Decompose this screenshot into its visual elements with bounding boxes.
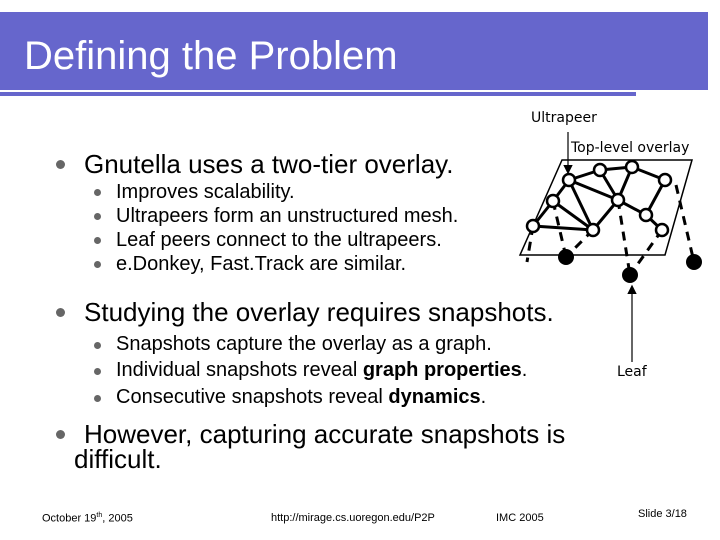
sub-bullet-dot (94, 237, 101, 244)
ultrapeer-node (640, 209, 652, 221)
bullet-dot (56, 160, 65, 169)
title-rule (0, 92, 636, 96)
label-ultrapeer: Ultrapeer (531, 110, 597, 126)
leaf-node (558, 249, 574, 265)
slide-title: Defining the Problem (24, 34, 398, 78)
sub-bullet-dot (94, 368, 101, 375)
sub-bullet-leaf-peers: Leaf peers connect to the ultrapeers. (116, 229, 442, 251)
sub-bullet-consecutive: Consecutive snapshots reveal dynamics. (116, 386, 487, 408)
sub-bullet-dot (94, 189, 101, 196)
leaf-node (622, 267, 638, 283)
bullet-however-line2: difficult. (74, 444, 162, 474)
sub-bullet-dot (94, 395, 101, 402)
bullet-snapshots: Studying the overlay requires snapshots. (84, 297, 554, 327)
ultrapeer-node (612, 194, 624, 206)
sub-bullet-edonkey: e.Donkey, Fast.Track are similar. (116, 253, 407, 275)
footer-url: http://mirage.cs.uoregon.edu/P2P (271, 512, 435, 524)
sub-bullet-graph: Snapshots capture the overlay as a graph. (116, 333, 492, 355)
sub-bullet-dot (94, 342, 101, 349)
label-leaf: Leaf (617, 364, 647, 380)
bullet-however-line1: However, capturing accurate snapshots is (84, 419, 566, 449)
ultrapeer-node (587, 224, 599, 236)
leaf-node (686, 254, 702, 270)
label-top-level-overlay: Top-level overlay (571, 140, 690, 156)
overlay-diagram (500, 100, 712, 400)
sub-bullet-mesh: Ultrapeers form an unstructured mesh. (116, 205, 459, 227)
sub-bullet-individual: Individual snapshots reveal graph properties. (116, 359, 528, 381)
bold-dynamics: dynamics (388, 386, 481, 408)
footer-venue: IMC 2005 (496, 512, 544, 524)
sub-bullet-dot (94, 261, 101, 268)
sub-bullet-scalability: Improves scalability. (116, 181, 295, 203)
bullet-dot (56, 308, 65, 317)
ultrapeer-node (659, 174, 671, 186)
footer-slide-number: Slide 3/18 (638, 508, 687, 520)
ultrapeer-node (563, 174, 575, 186)
ultrapeer-node (656, 224, 668, 236)
footer-date: October 19th, 2005 (42, 512, 133, 525)
ultrapeer-node (626, 161, 638, 173)
bullet-gnutella: Gnutella uses a two-tier overlay. (84, 149, 454, 179)
bullet-dot (56, 430, 65, 439)
bold-graph-properties: graph properties (362, 359, 522, 381)
ultrapeer-node (527, 220, 539, 232)
ultrapeer-node (594, 164, 606, 176)
ultrapeer-node (547, 195, 559, 207)
sub-bullet-dot (94, 213, 101, 220)
